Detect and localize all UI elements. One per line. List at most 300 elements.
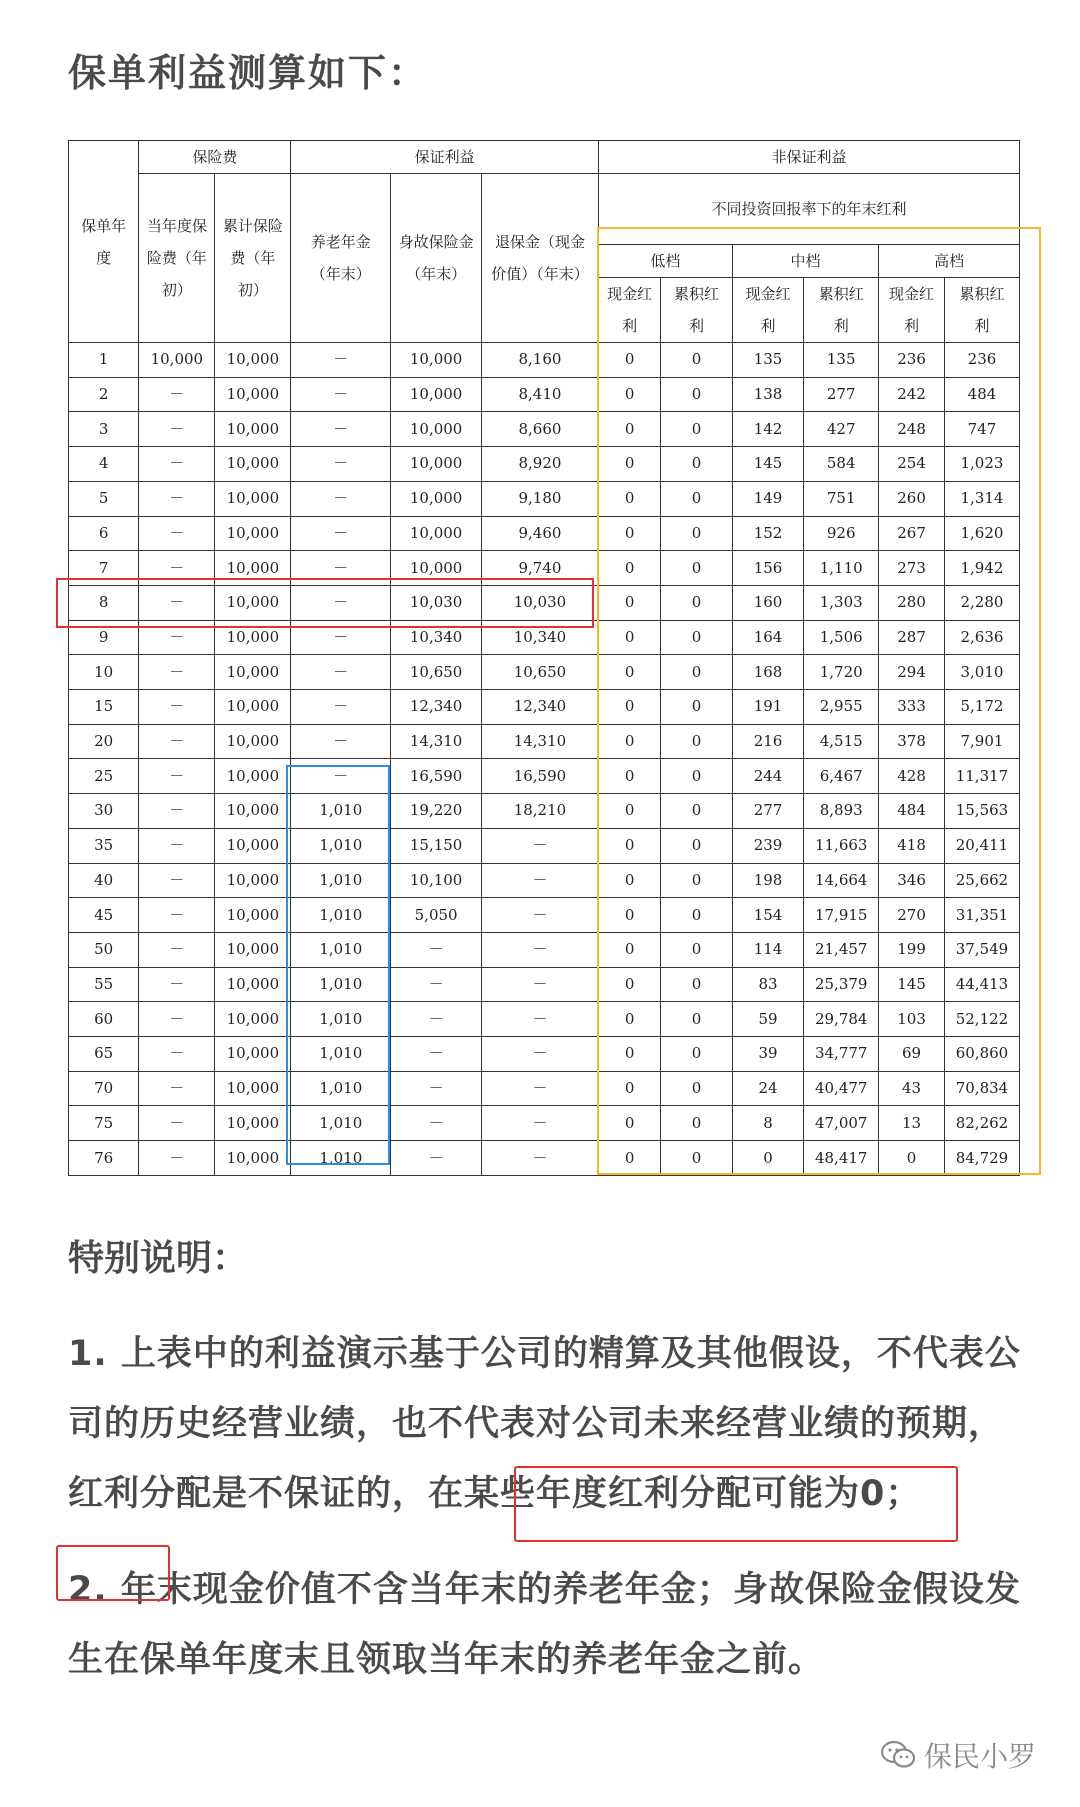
table-row (69, 481, 1020, 516)
cell-low-cash: 0 (598, 932, 660, 967)
cell-mid-cash: 59 (732, 1002, 803, 1037)
cell-mid-accum: 25,379 (804, 967, 879, 1002)
cell-current-premium: － (139, 516, 215, 551)
cell-low-accum: 0 (661, 620, 732, 655)
cell-cumulative-premium: 10,000 (215, 1071, 291, 1106)
table-row (69, 1141, 1020, 1176)
cell-mid-accum: 751 (804, 481, 879, 516)
cell-high-accum: 747 (944, 412, 1019, 447)
cell-mid-accum: 277 (804, 377, 879, 412)
table-row (69, 1002, 1020, 1037)
cell-low-accum: 0 (661, 551, 732, 586)
cell-low-cash: 0 (598, 585, 660, 620)
notes-section (68, 1230, 1028, 1721)
cell-surrender: 8,410 (482, 377, 599, 412)
cell-surrender: － (482, 898, 599, 933)
cell-death-benefit: 5,050 (391, 898, 482, 933)
cell-high-accum: 52,122 (944, 1002, 1019, 1037)
cell-low-cash: 0 (598, 377, 660, 412)
cell-annuity: 1,010 (291, 1071, 391, 1106)
cell-year: 60 (69, 1002, 139, 1037)
cell-mid-cash: 114 (732, 932, 803, 967)
cell-cumulative-premium: 10,000 (215, 724, 291, 759)
cell-mid-cash: 39 (732, 1037, 803, 1072)
cell-high-accum: 20,411 (944, 828, 1019, 863)
cell-mid-cash: 156 (732, 551, 803, 586)
table-row (69, 412, 1020, 447)
cell-low-cash: 0 (598, 343, 660, 378)
cell-high-accum: 37,549 (944, 932, 1019, 967)
cell-cumulative-premium: 10,000 (215, 828, 291, 863)
cell-low-accum: 0 (661, 447, 732, 482)
cell-cumulative-premium: 10,000 (215, 343, 291, 378)
cell-surrender: 8,160 (482, 343, 599, 378)
cell-low-accum: 0 (661, 932, 732, 967)
cell-high-cash: 287 (879, 620, 945, 655)
cell-current-premium: － (139, 828, 215, 863)
cell-surrender: － (482, 863, 599, 898)
cell-annuity: 1,010 (291, 1037, 391, 1072)
cell-annuity: － (291, 516, 391, 551)
cell-annuity: － (291, 724, 391, 759)
cell-mid-cash: 138 (732, 377, 803, 412)
cell-cumulative-premium: 10,000 (215, 1002, 291, 1037)
cell-death-benefit: 10,650 (391, 655, 482, 690)
cell-mid-accum: 1,720 (804, 655, 879, 690)
cell-low-cash: 0 (598, 690, 660, 725)
cell-current-premium: － (139, 655, 215, 690)
cell-high-accum: 5,172 (944, 690, 1019, 725)
header-surrender: 退保金（现金价值）（年末） (482, 174, 599, 343)
cell-current-premium: － (139, 759, 215, 794)
header-guaranteed: 保证利益 (291, 141, 599, 174)
cell-cumulative-premium: 10,000 (215, 1106, 291, 1141)
cell-current-premium: － (139, 863, 215, 898)
cell-death-benefit: 10,000 (391, 551, 482, 586)
table-row (69, 1106, 1020, 1141)
cell-mid-cash: 152 (732, 516, 803, 551)
cell-annuity: 1,010 (291, 828, 391, 863)
cell-low-accum: 0 (661, 1037, 732, 1072)
cell-annuity: － (291, 585, 391, 620)
cell-high-accum: 1,314 (944, 481, 1019, 516)
cell-death-benefit: 12,340 (391, 690, 482, 725)
cell-death-benefit: － (391, 932, 482, 967)
cell-surrender: － (482, 828, 599, 863)
cell-high-cash: 267 (879, 516, 945, 551)
cell-low-cash: 0 (598, 1141, 660, 1176)
cell-year: 70 (69, 1071, 139, 1106)
cell-cumulative-premium: 10,000 (215, 481, 291, 516)
cell-year: 2 (69, 377, 139, 412)
cell-low-cash: 0 (598, 447, 660, 482)
cell-cumulative-premium: 10,000 (215, 1037, 291, 1072)
cell-low-cash: 0 (598, 759, 660, 794)
cell-mid-accum: 584 (804, 447, 879, 482)
cell-mid-cash: 24 (732, 1071, 803, 1106)
cell-surrender: 8,920 (482, 447, 599, 482)
watermark (874, 1733, 1042, 1777)
cell-year: 10 (69, 655, 139, 690)
cell-high-accum: 1,620 (944, 516, 1019, 551)
cell-low-cash: 0 (598, 551, 660, 586)
cell-year: 40 (69, 863, 139, 898)
cell-year: 35 (69, 828, 139, 863)
cell-death-benefit: 15,150 (391, 828, 482, 863)
cell-high-cash: 294 (879, 655, 945, 690)
cell-cumulative-premium: 10,000 (215, 690, 291, 725)
cell-mid-accum: 8,893 (804, 794, 879, 829)
cell-cumulative-premium: 10,000 (215, 447, 291, 482)
cell-death-benefit: 10,000 (391, 343, 482, 378)
cell-death-benefit: － (391, 1141, 482, 1176)
cell-mid-accum: 427 (804, 412, 879, 447)
cell-cumulative-premium: 10,000 (215, 412, 291, 447)
cell-low-accum: 0 (661, 967, 732, 1002)
cell-high-cash: 273 (879, 551, 945, 586)
cell-year: 65 (69, 1037, 139, 1072)
cell-high-accum: 3,010 (944, 655, 1019, 690)
cell-current-premium: － (139, 1002, 215, 1037)
cell-surrender: 18,210 (482, 794, 599, 829)
cell-mid-accum: 14,664 (804, 863, 879, 898)
cell-low-cash: 0 (598, 1037, 660, 1072)
cell-year: 1 (69, 343, 139, 378)
cell-death-benefit: 10,000 (391, 447, 482, 482)
cell-current-premium: 10,000 (139, 343, 215, 378)
cell-mid-cash: 142 (732, 412, 803, 447)
cell-current-premium: － (139, 1106, 215, 1141)
cell-surrender: 10,030 (482, 585, 599, 620)
cell-mid-accum: 40,477 (804, 1071, 879, 1106)
cell-year: 25 (69, 759, 139, 794)
cell-high-cash: 69 (879, 1037, 945, 1072)
cell-year: 8 (69, 585, 139, 620)
table-row (69, 898, 1020, 933)
cell-low-accum: 0 (661, 794, 732, 829)
cell-mid-accum: 11,663 (804, 828, 879, 863)
cell-death-benefit: － (391, 967, 482, 1002)
cell-surrender: 16,590 (482, 759, 599, 794)
cell-current-premium: － (139, 967, 215, 1002)
cell-year: 9 (69, 620, 139, 655)
cell-mid-accum: 2,955 (804, 690, 879, 725)
cell-current-premium: － (139, 551, 215, 586)
cell-year: 4 (69, 447, 139, 482)
cell-high-cash: 378 (879, 724, 945, 759)
cell-low-accum: 0 (661, 759, 732, 794)
cell-cumulative-premium: 10,000 (215, 655, 291, 690)
cell-surrender: － (482, 967, 599, 1002)
cell-mid-accum: 1,110 (804, 551, 879, 586)
table-row (69, 863, 1020, 898)
cell-high-accum: 7,901 (944, 724, 1019, 759)
table-row (69, 828, 1020, 863)
cell-current-premium: － (139, 724, 215, 759)
cell-cumulative-premium: 10,000 (215, 516, 291, 551)
cell-cumulative-premium: 10,000 (215, 967, 291, 1002)
cell-surrender: － (482, 1106, 599, 1141)
cell-death-benefit: － (391, 1106, 482, 1141)
cell-annuity: － (291, 620, 391, 655)
cell-current-premium: － (139, 794, 215, 829)
cell-year: 15 (69, 690, 139, 725)
cell-cumulative-premium: 10,000 (215, 585, 291, 620)
cell-high-accum: 1,942 (944, 551, 1019, 586)
cell-mid-accum: 926 (804, 516, 879, 551)
cell-mid-cash: 154 (732, 898, 803, 933)
cell-mid-accum: 48,417 (804, 1141, 879, 1176)
cell-mid-cash: 191 (732, 690, 803, 725)
header-death-benefit: 身故保险金（年末） (391, 174, 482, 343)
cell-annuity: 1,010 (291, 898, 391, 933)
header-low-cash: 现金红利 (598, 278, 660, 343)
cell-high-accum: 15,563 (944, 794, 1019, 829)
cell-death-benefit: 10,030 (391, 585, 482, 620)
cell-death-benefit: － (391, 1002, 482, 1037)
cell-current-premium: － (139, 585, 215, 620)
table-row (69, 1037, 1020, 1072)
cell-high-cash: 254 (879, 447, 945, 482)
cell-year: 50 (69, 932, 139, 967)
cell-mid-accum: 47,007 (804, 1106, 879, 1141)
cell-low-accum: 0 (661, 1106, 732, 1141)
cell-surrender: － (482, 1071, 599, 1106)
cell-mid-cash: 244 (732, 759, 803, 794)
cell-year: 6 (69, 516, 139, 551)
cell-high-accum: 1,023 (944, 447, 1019, 482)
cell-mid-cash: 8 (732, 1106, 803, 1141)
header-year: 保单年度 (69, 141, 139, 343)
header-cumulative-premium: 累计保险费（年初） (215, 174, 291, 343)
cell-low-accum: 0 (661, 412, 732, 447)
cell-low-accum: 0 (661, 516, 732, 551)
table-row (69, 794, 1020, 829)
table-row (69, 655, 1020, 690)
header-high-accum: 累积红利 (944, 278, 1019, 343)
cell-mid-accum: 4,515 (804, 724, 879, 759)
cell-high-cash: 199 (879, 932, 945, 967)
cell-year: 7 (69, 551, 139, 586)
cell-low-accum: 0 (661, 377, 732, 412)
cell-annuity: 1,010 (291, 1141, 391, 1176)
cell-mid-accum: 1,303 (804, 585, 879, 620)
cell-low-cash: 0 (598, 724, 660, 759)
notes-title: 特别说明： (68, 1238, 249, 1279)
cell-cumulative-premium: 10,000 (215, 863, 291, 898)
cell-death-benefit: 14,310 (391, 724, 482, 759)
cell-current-premium: － (139, 481, 215, 516)
cell-current-premium: － (139, 1071, 215, 1106)
cell-death-benefit: 10,100 (391, 863, 482, 898)
cell-mid-cash: 164 (732, 620, 803, 655)
cell-high-accum: 236 (944, 343, 1019, 378)
cell-low-cash: 0 (598, 828, 660, 863)
cell-low-cash: 0 (598, 1106, 660, 1141)
cell-low-cash: 0 (598, 516, 660, 551)
cell-mid-accum: 21,457 (804, 932, 879, 967)
header-high-cash: 现金红利 (879, 278, 945, 343)
cell-death-benefit: 16,590 (391, 759, 482, 794)
cell-death-benefit: 10,000 (391, 412, 482, 447)
cell-surrender: － (482, 1037, 599, 1072)
cell-mid-cash: 135 (732, 343, 803, 378)
cell-surrender: 9,460 (482, 516, 599, 551)
cell-death-benefit: 10,340 (391, 620, 482, 655)
cell-mid-accum: 17,915 (804, 898, 879, 933)
cell-annuity: － (291, 690, 391, 725)
cell-surrender: － (482, 1141, 599, 1176)
cell-low-accum: 0 (661, 1071, 732, 1106)
cell-high-cash: 103 (879, 1002, 945, 1037)
cell-mid-accum: 1,506 (804, 620, 879, 655)
cell-mid-cash: 239 (732, 828, 803, 863)
cell-high-cash: 346 (879, 863, 945, 898)
cell-current-premium: － (139, 620, 215, 655)
cell-low-accum: 0 (661, 690, 732, 725)
cell-current-premium: － (139, 1037, 215, 1072)
cell-death-benefit: － (391, 1071, 482, 1106)
cell-mid-accum: 34,777 (804, 1037, 879, 1072)
header-mid-cash: 现金红利 (732, 278, 803, 343)
cell-current-premium: － (139, 690, 215, 725)
table-row (69, 585, 1020, 620)
cell-high-cash: 242 (879, 377, 945, 412)
cell-low-accum: 0 (661, 655, 732, 690)
note-2: 2. 年末现金价值不含当年末的养老年金；身故保险金假设发生在保单年度末且领取当年末的养老年金之前。 (68, 1570, 1021, 1680)
cell-surrender: 10,650 (482, 655, 599, 690)
cell-annuity: － (291, 343, 391, 378)
cell-low-accum: 0 (661, 724, 732, 759)
cell-low-accum: 0 (661, 1141, 732, 1176)
cell-annuity: 1,010 (291, 863, 391, 898)
table-row (69, 620, 1020, 655)
cell-low-accum: 0 (661, 585, 732, 620)
table-row (69, 343, 1020, 378)
cell-surrender: 10,340 (482, 620, 599, 655)
cell-current-premium: － (139, 447, 215, 482)
cell-high-accum: 11,317 (944, 759, 1019, 794)
cell-mid-accum: 6,467 (804, 759, 879, 794)
cell-high-accum: 60,860 (944, 1037, 1019, 1072)
cell-death-benefit: － (391, 1037, 482, 1072)
cell-mid-cash: 0 (732, 1141, 803, 1176)
cell-surrender: 9,180 (482, 481, 599, 516)
watermark-text: 保民小罗 (923, 1740, 1036, 1773)
cell-high-accum: 484 (944, 377, 1019, 412)
table-row (69, 690, 1020, 725)
cell-high-cash: 280 (879, 585, 945, 620)
cell-cumulative-premium: 10,000 (215, 759, 291, 794)
cell-current-premium: － (139, 898, 215, 933)
table-row (69, 967, 1020, 1002)
cell-cumulative-premium: 10,000 (215, 620, 291, 655)
cell-annuity: － (291, 447, 391, 482)
cell-low-accum: 0 (661, 1002, 732, 1037)
table-row (69, 377, 1020, 412)
cell-low-accum: 0 (661, 481, 732, 516)
cell-annuity: 1,010 (291, 794, 391, 829)
cell-surrender: － (482, 932, 599, 967)
cell-mid-cash: 83 (732, 967, 803, 1002)
cell-year: 5 (69, 481, 139, 516)
cell-cumulative-premium: 10,000 (215, 551, 291, 586)
cell-high-accum: 70,834 (944, 1071, 1019, 1106)
cell-low-cash: 0 (598, 1071, 660, 1106)
cell-low-cash: 0 (598, 863, 660, 898)
cell-annuity: 1,010 (291, 932, 391, 967)
cell-mid-cash: 149 (732, 481, 803, 516)
cell-annuity: － (291, 412, 391, 447)
cell-cumulative-premium: 10,000 (215, 794, 291, 829)
header-low-accum: 累积红利 (661, 278, 732, 343)
cell-mid-cash: 216 (732, 724, 803, 759)
cell-annuity: 1,010 (291, 967, 391, 1002)
cell-high-accum: 44,413 (944, 967, 1019, 1002)
cell-high-accum: 82,262 (944, 1106, 1019, 1141)
cell-death-benefit: 19,220 (391, 794, 482, 829)
cell-mid-accum: 135 (804, 343, 879, 378)
cell-high-accum: 84,729 (944, 1141, 1019, 1176)
header-low: 低档 (598, 245, 732, 278)
cell-annuity: － (291, 377, 391, 412)
cell-death-benefit: 10,000 (391, 516, 482, 551)
cell-cumulative-premium: 10,000 (215, 898, 291, 933)
note-1-text: 1. 上表中的利益演示基于公司的精算及其他假设，不代表公司的历史经营业绩，也不代表对公司未来经营业绩的预期，红利分配是不保证的， (68, 1334, 1021, 1514)
cell-annuity: － (291, 481, 391, 516)
header-dividend: 不同投资回报率下的年末红利 (598, 174, 1019, 245)
header-premium: 保险费 (139, 141, 291, 174)
cell-annuity: 1,010 (291, 1106, 391, 1141)
cell-surrender: 12,340 (482, 690, 599, 725)
cell-mid-cash: 160 (732, 585, 803, 620)
cell-low-accum: 0 (661, 863, 732, 898)
cell-current-premium: － (139, 932, 215, 967)
table-row (69, 447, 1020, 482)
header-nonguaranteed: 非保证利益 (598, 141, 1019, 174)
cell-annuity: － (291, 551, 391, 586)
cell-mid-cash: 168 (732, 655, 803, 690)
table-row (69, 724, 1020, 759)
cell-low-cash: 0 (598, 412, 660, 447)
cell-year: 76 (69, 1141, 139, 1176)
cell-surrender: 8,660 (482, 412, 599, 447)
page-heading: 保单利益测算如下： (68, 51, 429, 95)
cell-high-cash: 13 (879, 1106, 945, 1141)
cell-cumulative-premium: 10,000 (215, 932, 291, 967)
note-1-highlight-text: 在某些年度红利分配可能为0； (428, 1474, 922, 1514)
cell-year: 75 (69, 1106, 139, 1141)
header-mid-accum: 累积红利 (804, 278, 879, 343)
cell-mid-cash: 145 (732, 447, 803, 482)
cell-annuity: － (291, 759, 391, 794)
cell-low-accum: 0 (661, 343, 732, 378)
cell-year: 45 (69, 898, 139, 933)
table-row (69, 516, 1020, 551)
cell-death-benefit: 10,000 (391, 377, 482, 412)
cell-high-cash: 260 (879, 481, 945, 516)
cell-year: 55 (69, 967, 139, 1002)
header-annuity: 养老年金（年末） (291, 174, 391, 343)
cell-high-cash: 0 (879, 1141, 945, 1176)
header-high: 高档 (879, 245, 1020, 278)
wechat-icon (880, 1740, 916, 1770)
table-row (69, 759, 1020, 794)
header-current-premium: 当年度保险费（年初） (139, 174, 215, 343)
cell-mid-cash: 198 (732, 863, 803, 898)
cell-year: 20 (69, 724, 139, 759)
header-mid: 中档 (732, 245, 878, 278)
